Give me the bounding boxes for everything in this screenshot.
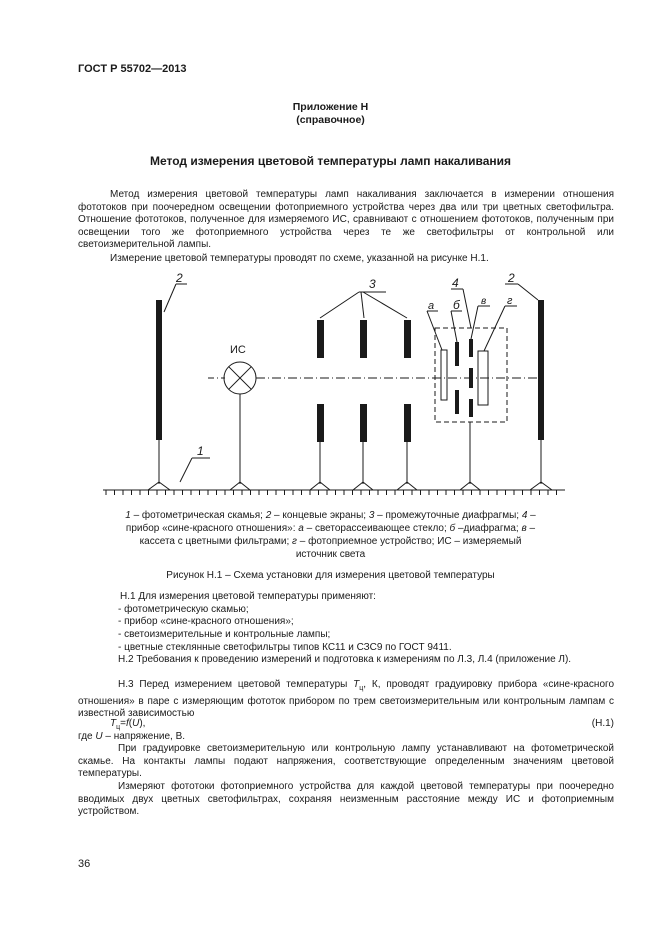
figure-legend: 1 – фотометрическая скамья; 2 – концевые экраны; 3 – промежуточные диафрагмы; 4 – прибор «сине-красного отношения»: а – светорассеивающее стекло; б –диафрагма; в – кассета с цветными фильтрами; г – фотоприемное устройство; ИС – измеряемый источник света <box>125 510 536 560</box>
leader-b <box>451 311 457 342</box>
label-v: в <box>481 296 487 307</box>
h1-intro: Н.1 Для измерения цветовой температуры применяют: <box>120 591 376 602</box>
diaphragm-2-bottom <box>360 404 367 442</box>
document-header: ГОСТ Р 55702—2013 <box>78 63 187 75</box>
measurement-scheme-figure <box>0 268 661 503</box>
diaphragm-leader-2 <box>361 292 364 318</box>
diaphragm-1-top <box>317 320 324 358</box>
appendix-title: Приложение Н <box>292 101 369 113</box>
equation-h1: $T_ц=f(U)$, <box>110 718 146 731</box>
figure-caption: Рисунок Н.1 – Схема установки для измерения цветовой температуры <box>166 570 495 581</box>
device-diaphragm-top <box>455 342 459 366</box>
label-g: г <box>507 295 513 307</box>
h1-item-3: - светоизмерительные и контрольные лампы; <box>118 629 331 640</box>
h3-paragraph-1: Н.3 Перед измерением цветовой температуры $T_ц$, К, проводят градуировку прибора «сине-красного отношения» в паре с измеряющим фототок прибором по трем светоизмерительным или контрольным лампам с известной зависимостью <box>78 679 614 720</box>
diaphragm-3-top <box>404 320 411 358</box>
h3-paragraph-3: Измеряют фототоки фотоприемного устройства для каждой цветовой температуры при поочередно вводимых двух цветных светофильтрах, сохраняя неизменным расстояние между ИС и фотоприемным устройством. <box>78 781 614 818</box>
device-diaphragm-bottom <box>455 390 459 414</box>
label-source: ИС <box>230 344 246 356</box>
diaphragm-2-top <box>360 320 367 358</box>
diaphragm-1-bottom <box>317 404 324 442</box>
left-screen-leader <box>164 284 176 312</box>
h1-item-4: - цветные стеклянные светофильтры типов КС11 и СЗС9 по ГОСТ 9411. <box>118 642 452 653</box>
appendix-subtitle: (справочное) <box>296 114 365 126</box>
diaphragm-leader-1 <box>320 292 359 318</box>
diffuser-glass <box>441 350 447 400</box>
diaphragm-3-bottom <box>404 404 411 442</box>
h3-paragraph-2: При градуировке светоизмерительную или контрольную лампу устанавливают на фотометрической скамье. На контакты лампы подают напряжения, соответствующие определенным значениям цветовой температуры. <box>78 743 614 780</box>
label-b: б <box>453 298 460 312</box>
equation-where: где U – напряжение, В. <box>78 731 186 742</box>
filter-cassette-3 <box>469 399 473 417</box>
right-screen-leader <box>518 284 538 300</box>
label-diaphragms: 3 <box>369 277 376 291</box>
intro-paragraph-1: Метод измерения цветовой температуры ламп накаливания заключается в измерении отношения фототоков при поочередном освещении фотоприемного устройства через два или три цветных светофильтра. Отношение фототоков, полученное для измеряемого ИС, сравнивают с отношением фототоков, полученным при освещении того же фотоприемного устройства через те же светофильтры от контрольной или светоизмерительной лампы. <box>78 189 614 251</box>
bench-leader <box>180 458 192 482</box>
label-screen-right: 2 <box>508 271 515 285</box>
h2-paragraph: Н.2 Требования к проведению измерений и подготовка к измерениям по Л.3, Л.4 (приложение Л). <box>118 654 572 665</box>
label-screen-left: 2 <box>176 271 183 285</box>
diaphragm-leader-3 <box>363 292 407 318</box>
label-device: 4 <box>452 276 459 290</box>
leader-v <box>471 306 478 339</box>
label-bench: 1 <box>197 444 204 458</box>
bench-ticks <box>106 490 557 495</box>
filter-cassette-2 <box>469 368 473 388</box>
equation-number: (Н.1) <box>591 718 614 729</box>
h1-item-1: - фотометрическую скамью; <box>118 604 249 615</box>
left-screen <box>156 300 162 440</box>
leader-4 <box>463 289 471 328</box>
page-number: 36 <box>78 858 91 870</box>
intro-paragraph-2: Измерение цветовой температуры проводят по схеме, указанной на рисунке Н.1. <box>110 253 489 264</box>
label-a: а <box>428 300 435 312</box>
filter-cassette-1 <box>469 339 473 357</box>
right-screen <box>538 300 544 440</box>
section-title: Метод измерения цветовой температуры ламп накаливания <box>149 154 511 168</box>
h1-item-2: - прибор «сине-красного отношения»; <box>118 616 294 627</box>
